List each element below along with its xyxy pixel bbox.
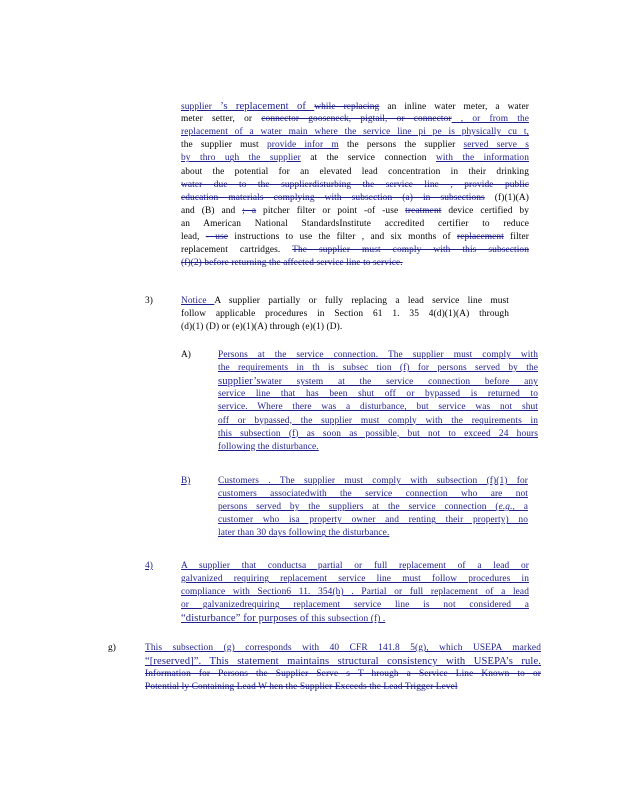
body-text: (d)(1) (D) or (e)(1)(A) through (e)(1) (D). — [181, 322, 343, 333]
inserted-text: e.g., — [498, 502, 515, 513]
para_f1-line — [181, 114, 529, 125]
item_g-line — [145, 669, 541, 680]
inserted-text: a — [514, 502, 528, 513]
deleted-text: ; a — [242, 205, 257, 216]
inserted-text: service. Where there was a disturbance, but service was not shut — [218, 402, 538, 413]
inserted-text: this subsection (f) as soon as possible, but not to exceed 24 hours — [218, 428, 538, 439]
item4-label: 4) — [145, 561, 153, 571]
inserted-text: provide infor m — [266, 140, 339, 151]
body-text: device certified by — [441, 205, 529, 216]
body-text: A supplier partially or fully replacing a lead service line must — [214, 296, 509, 306]
itemA-line — [218, 350, 538, 361]
para_f1-line — [181, 167, 529, 178]
body-text: meter setter, or — [181, 114, 262, 125]
inserted-text: off or bypassed, the supplier must comply with the requirements in — [218, 415, 538, 426]
inserted-text: water system at the service connection before any — [260, 377, 538, 388]
inserted-text: by thro ugh the — [181, 153, 270, 164]
body-text: an American National StandardsInstitute accredited certifier to reduce — [181, 218, 529, 229]
item3-line — [181, 309, 509, 320]
itemB-line — [218, 515, 528, 526]
para_f1-line — [181, 101, 529, 113]
inserted-text: service line that has been shut off or bypassed is returned to — [218, 389, 538, 400]
para_f1-line — [181, 258, 529, 269]
inserted-text: ’s replacement of — [212, 101, 315, 112]
itemB-line — [218, 476, 528, 487]
itemA-line — [218, 363, 538, 374]
itemB-line — [218, 528, 528, 539]
inserted-text: following the disturbance. — [218, 441, 319, 452]
para_f1-line — [181, 245, 529, 256]
inserted-text: This subsection (g) corresponds with 40 CFR 141.8 5(g), which USEPA marked — [145, 643, 541, 653]
itemA-line — [218, 402, 538, 413]
inserted-text: this subsection (f) . — [308, 614, 386, 625]
item3-label: 3) — [145, 296, 153, 306]
item_g-line — [145, 682, 541, 693]
deleted-text: - use — [205, 232, 229, 242]
deleted-text: treatment — [405, 205, 442, 216]
inserted-text: later than 30 days following the disturbance. — [218, 528, 390, 539]
item3-line — [181, 322, 509, 333]
inserted-text: replacement of a water main where the service line pi pe is physically cu t, — [181, 127, 529, 138]
body-text: an inline water meter, a water — [379, 102, 529, 112]
body-text: at the service connection — [300, 153, 436, 164]
item4-line — [181, 600, 529, 611]
inserted-text: customer who isa property owner and renting their property) no — [218, 515, 528, 526]
deleted-text: while replacing — [314, 102, 380, 112]
item4-line — [181, 587, 529, 598]
deleted-text: connector gooseneck, pigtail, or connector — [261, 114, 452, 125]
deleted-text: replacement — [456, 232, 504, 242]
itemA-line — [218, 429, 538, 440]
itemB-label: B) — [181, 476, 191, 486]
itemB-line — [218, 489, 528, 500]
deleted-text: education materials complying with subsection (a) in subsections — [181, 192, 485, 203]
inserted-text: “[reserved]”. This statement maintains structural consistency with USEPA’s rule. — [145, 656, 541, 668]
body-text: follow applicable procedures in Section 61 1. 35 4(d)(1)(A) through — [181, 309, 509, 320]
itemA-line — [218, 376, 538, 388]
itemB-line — [218, 502, 528, 513]
inserted-text: Notice — [181, 296, 215, 306]
inserted-text: Persons at the service connection. The supplier must comply with — [218, 350, 538, 360]
inserted-text: or galvanizedrequiring replacement service line is not considered a — [181, 600, 529, 611]
item4-line — [181, 613, 529, 625]
inserted-text: served serve s — [463, 140, 529, 151]
itemA-label: A) — [181, 350, 191, 360]
deleted-text: water due to the supplierdisturbing the service line , provide public — [181, 179, 529, 190]
body-text: pitcher filter or point -of -use — [256, 205, 406, 216]
body-text: about the potential for an elevated lead concentration in their drinking — [181, 166, 529, 177]
itemA-line — [218, 416, 538, 427]
inserted-text: compliance with Section6 11. 354(h) . Partial or full replacement of a lead — [181, 587, 529, 598]
deleted-text: (f)(2) before returning the affected service line to service. — [181, 258, 403, 269]
body-text: lead, — [181, 232, 206, 242]
inserted-text: customers associatedwith the service connection who are not — [218, 489, 528, 500]
para_f1-line — [181, 206, 529, 217]
deleted-text: The supplier must comply with this subsection — [292, 245, 530, 256]
inserted-text: supplier — [181, 102, 213, 112]
deleted-text: Potential ly Containing Lead W hen the Supplier Exceeds the Lead Trigger Level — [145, 682, 458, 693]
inserted-text: Customers . The supplier must comply with subsection (f)(1) for — [218, 476, 528, 486]
item4-line — [181, 574, 529, 585]
inserted-text: “disturbance” for purposes of — [181, 613, 309, 625]
para_f1-line — [181, 127, 529, 138]
body-text: filter — [503, 232, 529, 242]
inserted-text: supplier’s — [218, 376, 261, 388]
para_f1-line — [181, 232, 529, 243]
itemA-line — [218, 442, 538, 453]
body-text: (f)(1)(A) — [484, 192, 529, 203]
itemA-line — [218, 389, 538, 400]
body-text: replacement cartridges. — [181, 245, 293, 256]
item3-line — [181, 296, 509, 307]
inserted-text: , or from the — [451, 114, 530, 125]
para_f1-line — [181, 140, 529, 151]
inserted-text: A supplier that conductsa partial or full replacement of a lead or — [181, 561, 529, 571]
item_g-line — [145, 643, 541, 654]
inserted-text: galvanized requiring replacement service line must follow procedures in — [181, 574, 529, 585]
inserted-text: persons served by the suppliers at the service connection ( — [218, 502, 499, 513]
body-text: the supplier must — [181, 140, 267, 151]
body-text: and (B) and — [181, 205, 243, 216]
para_f1-line — [181, 193, 529, 204]
inserted-text: with the information — [435, 153, 529, 164]
body-text: instructions to use the filter , and six months of — [228, 232, 457, 242]
inserted-text: supplier — [269, 153, 301, 164]
deleted-text: Information for Persons the Supplier Serve s T hrough a Service Line Known to or — [145, 669, 541, 680]
para_f1-line — [181, 180, 529, 191]
item4-line — [181, 561, 529, 572]
para_f1-line — [181, 219, 529, 230]
body-text: the persons the supplier — [338, 140, 464, 151]
item_g-label: g) — [108, 643, 116, 653]
item_g-line — [145, 656, 541, 668]
inserted-text: the requirements in th is subsec tion (f) for persons served by the — [218, 363, 538, 374]
para_f1-line — [181, 153, 529, 164]
